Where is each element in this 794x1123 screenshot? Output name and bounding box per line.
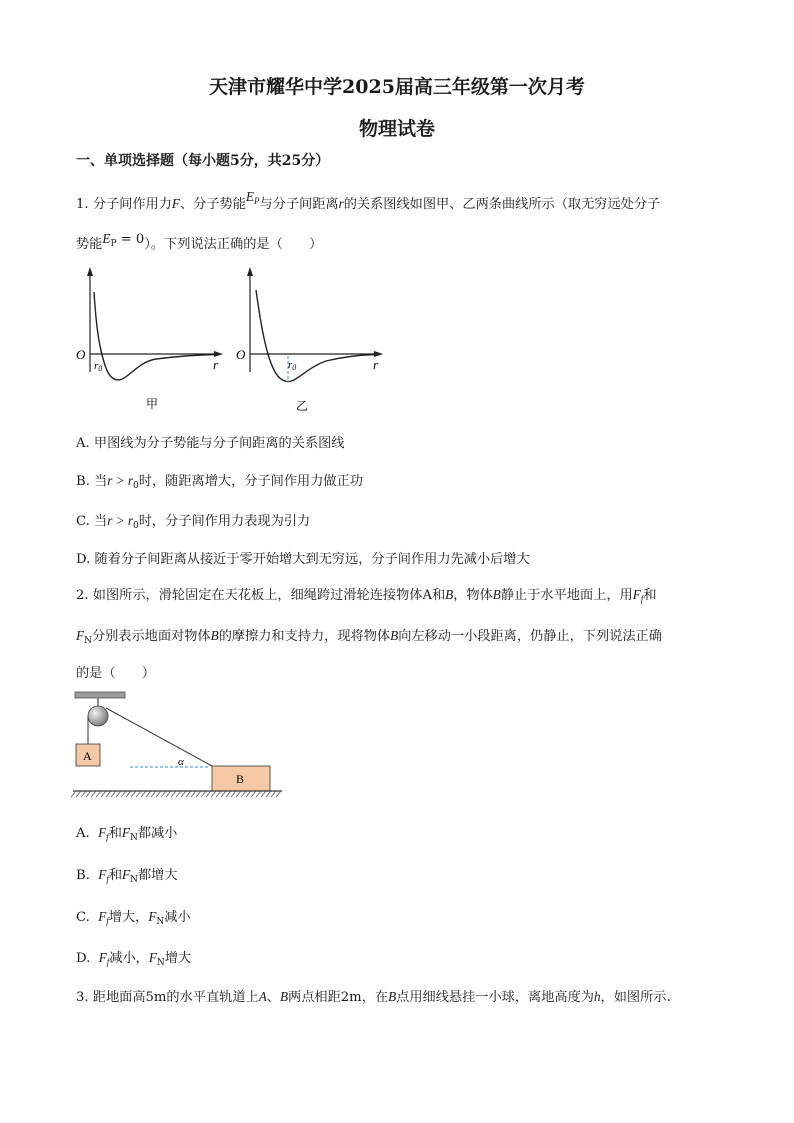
q2-option-b bbox=[76, 864, 178, 885]
q2-optb-letter: B. bbox=[76, 868, 90, 883]
q2-text: 和 bbox=[643, 588, 657, 603]
q2-symbol-B: B bbox=[390, 628, 399, 643]
q2-opta-Ff-sub: f bbox=[106, 832, 109, 842]
q1-eq-E: E bbox=[102, 231, 111, 246]
ground-hatch-mark bbox=[266, 791, 271, 797]
ground-hatch-mark bbox=[186, 791, 191, 797]
angle-label: α bbox=[178, 756, 184, 768]
figure-jia bbox=[72, 262, 232, 418]
yi-caption: 乙 bbox=[296, 399, 309, 413]
q2-stem-line1 bbox=[76, 584, 657, 604]
q1-equation bbox=[102, 232, 144, 247]
q1-symbol-F: F bbox=[171, 196, 180, 211]
q2-text: 向左移动一小段距离，仍静止，下列说法正确 bbox=[398, 629, 662, 644]
ground-hatch-mark bbox=[101, 791, 106, 797]
q1-stem-line1 bbox=[76, 189, 661, 213]
q2-optb-Ff-sub: f bbox=[106, 874, 109, 884]
section-heading: 一、单项选择题（每小题5分，共25分） bbox=[76, 153, 330, 169]
q3-symbol-B: B bbox=[279, 989, 289, 1004]
q2-optd-Ff: F bbox=[98, 950, 107, 965]
q2-optd-FN: F bbox=[148, 950, 157, 965]
q2-option-c bbox=[76, 906, 191, 927]
pulley-wheel bbox=[88, 706, 108, 726]
ground-hatch-mark bbox=[91, 791, 96, 797]
q2-optc-text: 减小 bbox=[164, 910, 191, 925]
q2-symbol-Ff-sub: f bbox=[640, 594, 644, 604]
q2-symbol-FN: F bbox=[76, 628, 85, 643]
jia-r0-sub: 0 bbox=[98, 364, 103, 373]
ground-hatch-mark bbox=[151, 791, 156, 797]
q3-symbol-B: B bbox=[388, 989, 397, 1004]
yi-axis-label: r bbox=[373, 357, 379, 372]
q2-opta-FN: F bbox=[121, 825, 130, 840]
ground-hatch-mark bbox=[161, 791, 166, 797]
q2-option-a bbox=[76, 822, 177, 843]
ground-hatch-mark bbox=[236, 791, 241, 797]
ground-hatch-mark bbox=[131, 791, 136, 797]
ground-hatch-mark bbox=[221, 791, 226, 797]
q2-symbol-FN-sub: N bbox=[84, 636, 92, 646]
q2-opta-FN-sub: N bbox=[129, 833, 138, 843]
jia-axis-label: r bbox=[213, 357, 219, 372]
q2-optd-text: 增大 bbox=[164, 951, 192, 966]
ground-hatch-mark bbox=[231, 791, 236, 797]
q2-text: 的摩擦力和支持力，现将物体 bbox=[218, 629, 391, 644]
q2-text: 静止于水平地面上，用 bbox=[500, 588, 633, 603]
q2-optd-Ff-sub: f bbox=[106, 957, 110, 967]
q1-eq-P: P bbox=[110, 239, 117, 249]
jia-caption: 甲 bbox=[146, 397, 159, 411]
q3-text: 3. 距地面高5m的水平直轨道上 bbox=[76, 990, 259, 1005]
ground-hatch-mark bbox=[156, 791, 161, 797]
q1-optb-sub: 0 bbox=[133, 481, 139, 491]
figure-pulley bbox=[70, 686, 286, 804]
ground-hatch bbox=[71, 791, 281, 797]
block-a-label: A bbox=[83, 749, 92, 763]
q1-option-c bbox=[76, 510, 310, 531]
q2-optc-letter: C. bbox=[76, 910, 90, 925]
ground-hatch-mark bbox=[116, 791, 121, 797]
q1-option-a: A. 甲图线为分子势能与分子间距离的关系图线 bbox=[76, 436, 345, 451]
q1-symbol-P: P bbox=[253, 196, 260, 206]
ground-hatch-mark bbox=[176, 791, 181, 797]
ground-hatch-mark bbox=[171, 791, 176, 797]
ground-hatch-mark bbox=[81, 791, 86, 797]
q2-opta-text: 和 bbox=[108, 826, 122, 841]
q1-optb-text: 时，随距离增大，分子间作用力做正功 bbox=[138, 474, 363, 489]
q2-optb-text: 都增大 bbox=[137, 868, 178, 883]
q1-eq-rhs: = 0 bbox=[116, 232, 145, 247]
q1-stem-line2 bbox=[76, 233, 322, 254]
ground-hatch-mark bbox=[196, 791, 201, 797]
q2-optc-Ff-sub: f bbox=[106, 916, 109, 926]
jia-curve bbox=[94, 292, 216, 380]
ground-hatch-mark bbox=[136, 791, 141, 797]
q3-text: ，如图所示. bbox=[600, 990, 671, 1005]
ground-hatch-mark bbox=[96, 791, 101, 797]
ground-hatch-mark bbox=[256, 791, 261, 797]
q2-text: 分别表示地面对物体 bbox=[91, 629, 211, 644]
yi-r0-label bbox=[288, 359, 296, 372]
ground-hatch-mark bbox=[201, 791, 206, 797]
ground-hatch-mark bbox=[146, 791, 151, 797]
q2-symbol-Ff: F bbox=[632, 587, 641, 602]
ground-hatch-mark bbox=[271, 791, 276, 797]
q2-optc-FN-sub: N bbox=[156, 917, 165, 927]
q1-symbol-Ep bbox=[246, 189, 260, 204]
jia-y-arrow bbox=[87, 267, 93, 276]
exam-subtitle: 物理试卷 bbox=[358, 118, 435, 140]
jia-r0-r: r bbox=[94, 360, 99, 372]
q1-optb-condition: r > r bbox=[107, 473, 134, 488]
ground-hatch-mark bbox=[76, 791, 81, 797]
q1-optc-text: C. 当 bbox=[76, 514, 108, 529]
q1-text: ）。下列说法正确的是（ ） bbox=[144, 237, 323, 252]
yi-origin-label: O bbox=[236, 347, 246, 362]
ground-hatch-mark bbox=[206, 791, 211, 797]
q2-optd-letter: D. bbox=[76, 951, 91, 966]
q2-optc-text: 增大， bbox=[108, 910, 149, 925]
ground-hatch-mark bbox=[166, 791, 171, 797]
q2-optd-text: 减小， bbox=[109, 951, 149, 966]
rope-to-b bbox=[106, 708, 212, 766]
q2-optb-text: 和 bbox=[108, 868, 123, 883]
q2-optd-FN-sub: N bbox=[156, 958, 165, 968]
q1-optc-text: 时，分子间作用力表现为引力 bbox=[138, 514, 311, 529]
q3-text: 两点相距2m，在 bbox=[288, 990, 389, 1005]
exam-title: 天津市耀华中学2025届高三年级第一次月考 bbox=[209, 76, 585, 98]
q2-text: 2. 如图所示，滑轮固定在天花板上，细绳跨过滑轮连接物体A和 bbox=[76, 588, 446, 603]
jia-r0-label bbox=[94, 360, 102, 373]
ground-hatch-mark bbox=[86, 791, 91, 797]
q2-optc-Ff: F bbox=[98, 909, 107, 924]
ground-hatch-mark bbox=[276, 791, 281, 797]
q1-symbol-r: r bbox=[338, 196, 344, 211]
q1-option-b bbox=[76, 470, 363, 491]
ground-hatch-mark bbox=[181, 791, 186, 797]
q2-option-d bbox=[76, 947, 191, 968]
q2-symbol-B: B bbox=[492, 587, 501, 602]
ceiling-bar bbox=[75, 692, 125, 698]
yi-r0-r: r bbox=[288, 359, 293, 371]
ground-hatch-mark bbox=[261, 791, 266, 797]
q2-symbol-B: B bbox=[445, 587, 454, 602]
figure-yi bbox=[232, 262, 392, 418]
q2-stem-line2 bbox=[76, 625, 662, 646]
ground-hatch-mark bbox=[106, 791, 111, 797]
q1-optb-text: B. 当 bbox=[76, 474, 108, 489]
yi-y-arrow bbox=[247, 267, 253, 276]
ground-hatch-mark bbox=[111, 791, 116, 797]
q2-symbol-B: B bbox=[210, 628, 219, 643]
ground-hatch-mark bbox=[126, 791, 131, 797]
q3-text: 点用细线悬挂一小球，离地高度为 bbox=[396, 990, 594, 1005]
q1-text: 与分子间距离 bbox=[259, 197, 339, 212]
q2-optb-FN: F bbox=[122, 867, 131, 882]
q3-text: 、 bbox=[266, 990, 280, 1005]
q2-opta-text: 都减小 bbox=[137, 826, 178, 841]
ground-hatch-mark bbox=[216, 791, 221, 797]
jia-origin-label: O bbox=[76, 347, 86, 362]
q2-optc-FN: F bbox=[148, 909, 157, 924]
q2-opta-Ff: F bbox=[98, 825, 107, 840]
ground-hatch-mark bbox=[141, 791, 146, 797]
ground-hatch-mark bbox=[251, 791, 256, 797]
q2-optb-FN-sub: N bbox=[130, 875, 138, 885]
q1-symbol-E: E bbox=[245, 189, 254, 204]
q1-option-d: D. 随着分子间距离从接近于零开始增大到无穷远，分子间作用力先减小后增大 bbox=[76, 552, 530, 567]
q1-optc-sub: 0 bbox=[132, 521, 139, 531]
block-b-label: B bbox=[236, 772, 245, 786]
q1-text: 的关系图线如图甲、乙两条曲线所示（取无穷远处分子 bbox=[343, 197, 661, 212]
q3-symbol-A: A bbox=[258, 989, 267, 1004]
ground-hatch-mark bbox=[246, 791, 251, 797]
ground-hatch-mark bbox=[226, 791, 231, 797]
ground-hatch-mark bbox=[71, 791, 76, 797]
yi-r0-sub: 0 bbox=[292, 363, 297, 372]
q1-optc-condition: r > r bbox=[107, 513, 133, 528]
ground-hatch-mark bbox=[241, 791, 246, 797]
yi-curve bbox=[256, 290, 376, 382]
q2-opta-letter: A. bbox=[76, 826, 90, 841]
q3-symbol-h: h bbox=[593, 989, 601, 1004]
q2-optb-Ff: F bbox=[98, 867, 107, 882]
q1-text: 势能 bbox=[76, 237, 103, 252]
ground-hatch-mark bbox=[121, 791, 126, 797]
ground-hatch-mark bbox=[191, 791, 196, 797]
ground-hatch-mark bbox=[211, 791, 216, 797]
q2-stem-line3: 的是（ ） bbox=[76, 666, 156, 681]
q1-text: 1. 分子间作用力 bbox=[76, 197, 172, 212]
q2-text: ，物体 bbox=[453, 588, 493, 603]
q3-stem-line1 bbox=[76, 986, 671, 1005]
q1-text: 、分子势能 bbox=[179, 197, 246, 212]
